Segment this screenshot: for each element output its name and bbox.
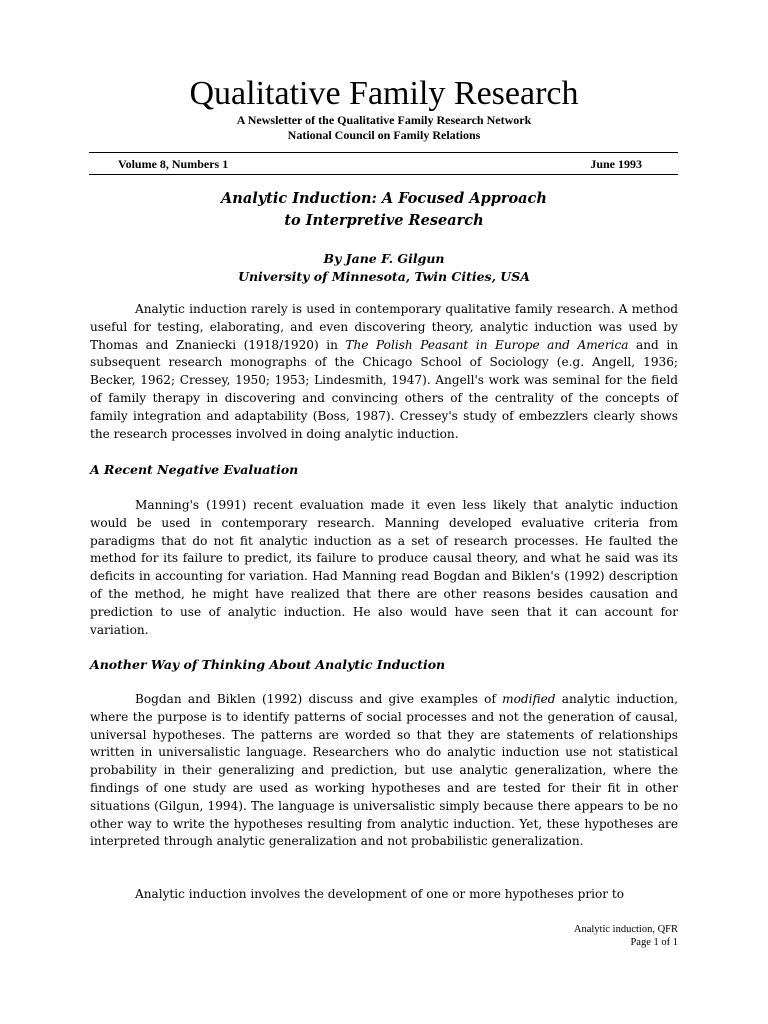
- newsletter-subtitle: A Newsletter of the Qualitative Family Research Network: [236, 113, 532, 127]
- paragraph-modified-text-2: analytic induction, where the purpose is to identify patterns of social processes and not the generation of causal, universal hypotheses. The patterns are worded so that they are statements of relationships written in universalistic language. Researchers who do analytic induction use not statistical probability in their generalizing and prediction, but use analytic generalization, where the findings of one study are used as working hypotheses and are tested for their fit in other situations (Gilgun, 1994). The language is universalistic simply because there appears to be no other way to write the hypotheses resulting from analytic induction. Yet, these hypotheses are interpreted through analytic generalization and not probabilistic generalization.: [90, 692, 678, 849]
- book-title-italic: The Polish Peasant in Europe and America: [345, 337, 629, 352]
- footer-page-number: Page 1 of 1: [630, 937, 678, 948]
- issue-date: June 1993: [590, 157, 642, 171]
- paragraph-modified-text-1: Bogdan and Biklen (1992) discuss and give examples of: [135, 692, 503, 706]
- paragraph-intro-text-1: Analytic induction rarely is used in contemporary qualitative family research. A method useful for testing, elaborating, and even discovering theory, analytic induction was used by Thomas and Znaniecki (1918/1920) in: [90, 302, 678, 352]
- organization-name: National Council on Family Relations: [287, 128, 481, 142]
- article-title: [0, 188, 768, 232]
- volume-number: Volume 8, Numbers 1: [118, 157, 229, 171]
- section-heading-negative-evaluation: A Recent Negative Evaluation: [90, 462, 299, 477]
- author-affiliation: University of Minnesota, Twin Cities, USA: [238, 269, 530, 284]
- top-rule: [89, 152, 678, 153]
- bottom-rule: [89, 174, 678, 175]
- section-heading-another-way: Another Way of Thinking About Analytic Induction: [90, 657, 446, 672]
- paragraph-modified-induction: [90, 691, 678, 851]
- footer-running-title: Analytic induction, QFR: [573, 924, 678, 935]
- paragraph-negative-evaluation: Manning's (1991) recent evaluation made it even less likely that analytic induction would be used in contemporary research. Manning developed evaluative criteria from paradigms that do not fit analytic induction as a set of research processes. He faulted the method for its failure to predict, its failure to produce causal theory, and what he said was its deficits in accounting for variation. Had Manning read Bogdan and Biklen's (1992) description of the method, he might have realized that there are other reasons besides causation and prediction to use of analytic induction. He also would have seen that it can account for variation.: [90, 498, 678, 637]
- article-title-line-1: Analytic Induction: A Focused Approach: [221, 190, 547, 207]
- issue-info-row: [118, 156, 642, 172]
- author-byline: By Jane F. Gilgun: [323, 251, 445, 266]
- paragraph-intro-text-2: and in subsequent research monographs of the Chicago School of Sociology (e.g. Angell, 1936; Becker, 1962; Cressey, 1950; 1953; Lindesmith, 1947). Angell's work was seminal for the field of family therapy in discovering and convincing others of the centrality of the concepts of family integration and adaptability (Boss, 1987). Cressey's study of embezzlers clearly shows the research processes involved in doing analytic induction.: [90, 337, 678, 441]
- newsletter-title: Qualitative Family Research: [189, 75, 579, 112]
- modified-italic: modified: [502, 692, 556, 706]
- paragraph-intro: [90, 301, 678, 443]
- paragraph-hypotheses: Analytic induction involves the development of one or more hypotheses prior to: [135, 887, 625, 901]
- article-title-line-2: to Interpretive Research: [284, 212, 484, 229]
